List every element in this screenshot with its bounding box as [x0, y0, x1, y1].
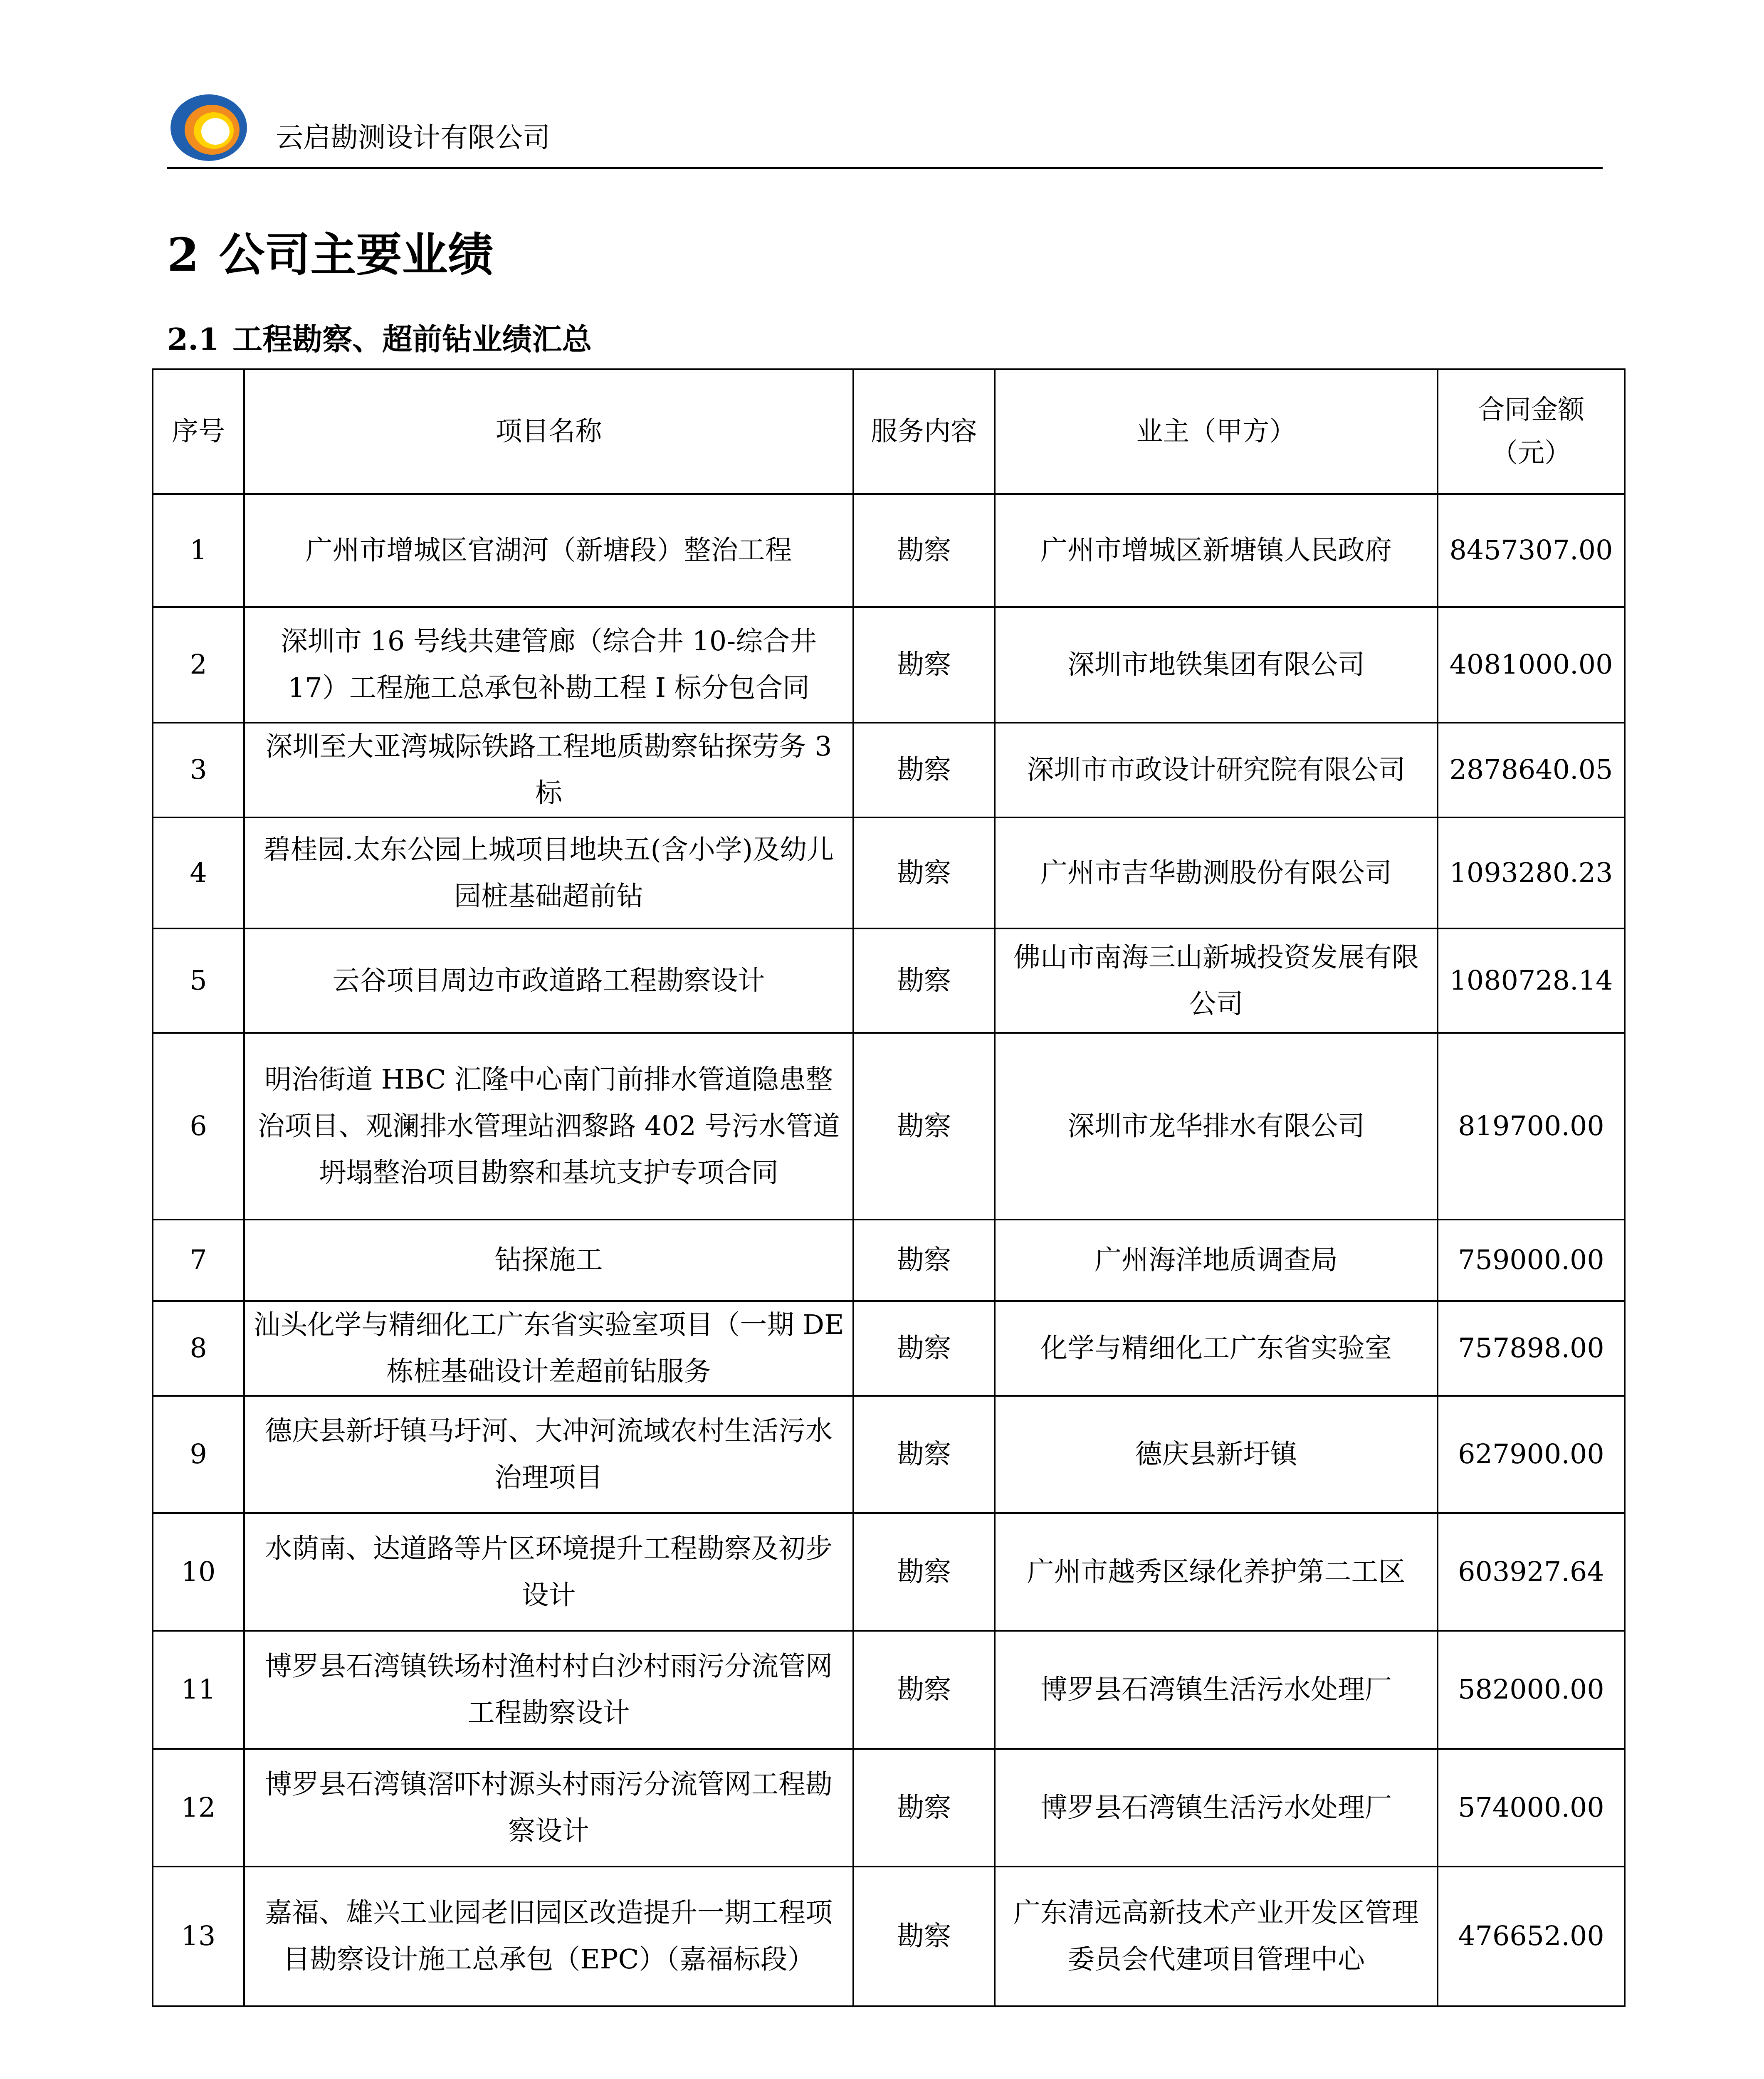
- cell-seq: 3: [153, 723, 244, 817]
- cell-project: 博罗县石湾镇铁场村渔村村白沙村雨污分流管网工程勘察设计: [244, 1631, 853, 1749]
- cell-amount: 757898.00: [1438, 1301, 1625, 1396]
- table-header-row: [153, 369, 1625, 494]
- cell-owner: 佛山市南海三山新城投资发展有限公司: [995, 928, 1438, 1033]
- company-name: 云启勘测设计有限公司: [276, 121, 550, 153]
- cell-seq: 10: [153, 1513, 244, 1631]
- cell-amount: 819700.00: [1438, 1033, 1625, 1220]
- cell-service: 勘察: [853, 928, 995, 1033]
- cell-amount: 627900.00: [1438, 1396, 1625, 1513]
- header-seq: 序号: [153, 369, 244, 494]
- cell-project: 广州市增城区官湖河（新塘段）整治工程: [244, 494, 853, 607]
- cell-owner: 深圳市地铁集团有限公司: [995, 607, 1438, 723]
- cell-amount: 1093280.23: [1438, 817, 1625, 928]
- cell-service: 勘察: [853, 1513, 995, 1631]
- cell-seq: 9: [153, 1396, 244, 1513]
- cell-seq: 12: [153, 1749, 244, 1867]
- table-row: [153, 817, 1625, 928]
- cell-owner: 化学与精细化工广东省实验室: [995, 1301, 1438, 1396]
- header-service: 服务内容: [853, 369, 995, 494]
- cell-seq: 6: [153, 1033, 244, 1220]
- performance-table: [152, 368, 1626, 2007]
- cell-owner: 博罗县石湾镇生活污水处理厂: [995, 1631, 1438, 1749]
- cell-project: 钻探施工: [244, 1220, 853, 1301]
- cell-service: 勘察: [853, 1301, 995, 1396]
- cell-owner: 德庆县新圩镇: [995, 1396, 1438, 1513]
- cell-amount: 4081000.00: [1438, 607, 1625, 723]
- header-project: 项目名称: [244, 369, 853, 494]
- cell-project: 水荫南、达道路等片区环境提升工程勘察及初步设计: [244, 1513, 853, 1631]
- cell-amount: 1080728.14: [1438, 928, 1625, 1033]
- cell-service: 勘察: [853, 494, 995, 607]
- table-row: [153, 928, 1625, 1033]
- cell-seq: 2: [153, 607, 244, 723]
- header-amount: 合同金额（元）: [1438, 369, 1625, 494]
- cell-amount: 582000.00: [1438, 1631, 1625, 1749]
- cell-owner: 广东清远高新技术产业开发区管理委员会代建项目管理中心: [995, 1867, 1438, 2006]
- cell-seq: 4: [153, 817, 244, 928]
- table-row: [153, 1396, 1625, 1513]
- section-heading: [167, 228, 494, 281]
- table-row: [153, 494, 1625, 607]
- cell-project: 云谷项目周边市政道路工程勘察设计: [244, 928, 853, 1033]
- cell-amount: 603927.64: [1438, 1513, 1625, 1631]
- table-row: [153, 1301, 1625, 1396]
- cell-service: 勘察: [853, 817, 995, 928]
- table-row: [153, 607, 1625, 723]
- cell-service: 勘察: [853, 607, 995, 723]
- cell-project: 明治街道 HBC 汇隆中心南门前排水管道隐患整治项目、观澜排水管理站泗黎路 402 号污水管道坍塌整治项目勘察和基坑支护专项合同: [244, 1033, 853, 1220]
- table-row: [153, 1631, 1625, 1749]
- subsection-title: 工程勘察、超前钻业绩汇总: [232, 321, 592, 357]
- section-title: 公司主要业绩: [219, 228, 494, 281]
- table-row: [153, 1513, 1625, 1631]
- cell-service: 勘察: [853, 1867, 995, 2006]
- cell-amount: 2878640.05: [1438, 723, 1625, 817]
- subsection-heading: [167, 321, 592, 357]
- cell-seq: 11: [153, 1631, 244, 1749]
- cell-project: 德庆县新圩镇马圩河、大冲河流域农村生活污水治理项目: [244, 1396, 853, 1513]
- cell-service: 勘察: [853, 1749, 995, 1867]
- company-logo: [167, 92, 250, 163]
- cell-amount: 574000.00: [1438, 1749, 1625, 1867]
- cell-seq: 5: [153, 928, 244, 1033]
- table-row: [153, 1867, 1625, 2006]
- header-rule: [167, 167, 1603, 169]
- cell-seq: 13: [153, 1867, 244, 2006]
- cell-seq: 8: [153, 1301, 244, 1396]
- cell-project: 嘉福、雄兴工业园老旧园区改造提升一期工程项目勘察设计施工总承包（EPC）（嘉福标段）: [244, 1867, 853, 2006]
- cell-project: 碧桂园.太东公园上城项目地块五(含小学)及幼儿园桩基础超前钻: [244, 817, 853, 928]
- cell-owner: 广州市越秀区绿化养护第二工区: [995, 1513, 1438, 1631]
- cell-owner: 深圳市市政设计研究院有限公司: [995, 723, 1438, 817]
- table-row: [153, 1033, 1625, 1220]
- cell-owner: 广州市吉华勘测股份有限公司: [995, 817, 1438, 928]
- cell-amount: 476652.00: [1438, 1867, 1625, 2006]
- cell-project: 深圳至大亚湾城际铁路工程地质勘察钻探劳务 3 标: [244, 723, 853, 817]
- table-row: [153, 723, 1625, 817]
- cell-owner: 博罗县石湾镇生活污水处理厂: [995, 1749, 1438, 1867]
- table-row: [153, 1749, 1625, 1867]
- cell-owner: 深圳市龙华排水有限公司: [995, 1033, 1438, 1220]
- cell-amount: 8457307.00: [1438, 494, 1625, 607]
- cell-service: 勘察: [853, 1631, 995, 1749]
- cell-seq: 7: [153, 1220, 244, 1301]
- cell-service: 勘察: [853, 1220, 995, 1301]
- table-row: [153, 1220, 1625, 1301]
- cell-amount: 759000.00: [1438, 1220, 1625, 1301]
- cell-service: 勘察: [853, 723, 995, 817]
- cell-service: 勘察: [853, 1033, 995, 1220]
- section-number: 2: [167, 228, 199, 281]
- cell-project: 博罗县石湾镇滘吓村源头村雨污分流管网工程勘察设计: [244, 1749, 853, 1867]
- cell-project: 汕头化学与精细化工广东省实验室项目（一期 DE 栋桩基础设计差超前钻服务: [244, 1301, 853, 1396]
- cell-owner: 广州市增城区新塘镇人民政府: [995, 494, 1438, 607]
- cell-seq: 1: [153, 494, 244, 607]
- cell-service: 勘察: [853, 1396, 995, 1513]
- cell-owner: 广州海洋地质调查局: [995, 1220, 1438, 1301]
- cell-project: 深圳市 16 号线共建管廊（综合井 10-综合井 17）工程施工总承包补勘工程 I 标分包合同: [244, 607, 853, 723]
- subsection-number: 2.1: [167, 321, 220, 357]
- header-owner: 业主（甲方）: [995, 369, 1438, 494]
